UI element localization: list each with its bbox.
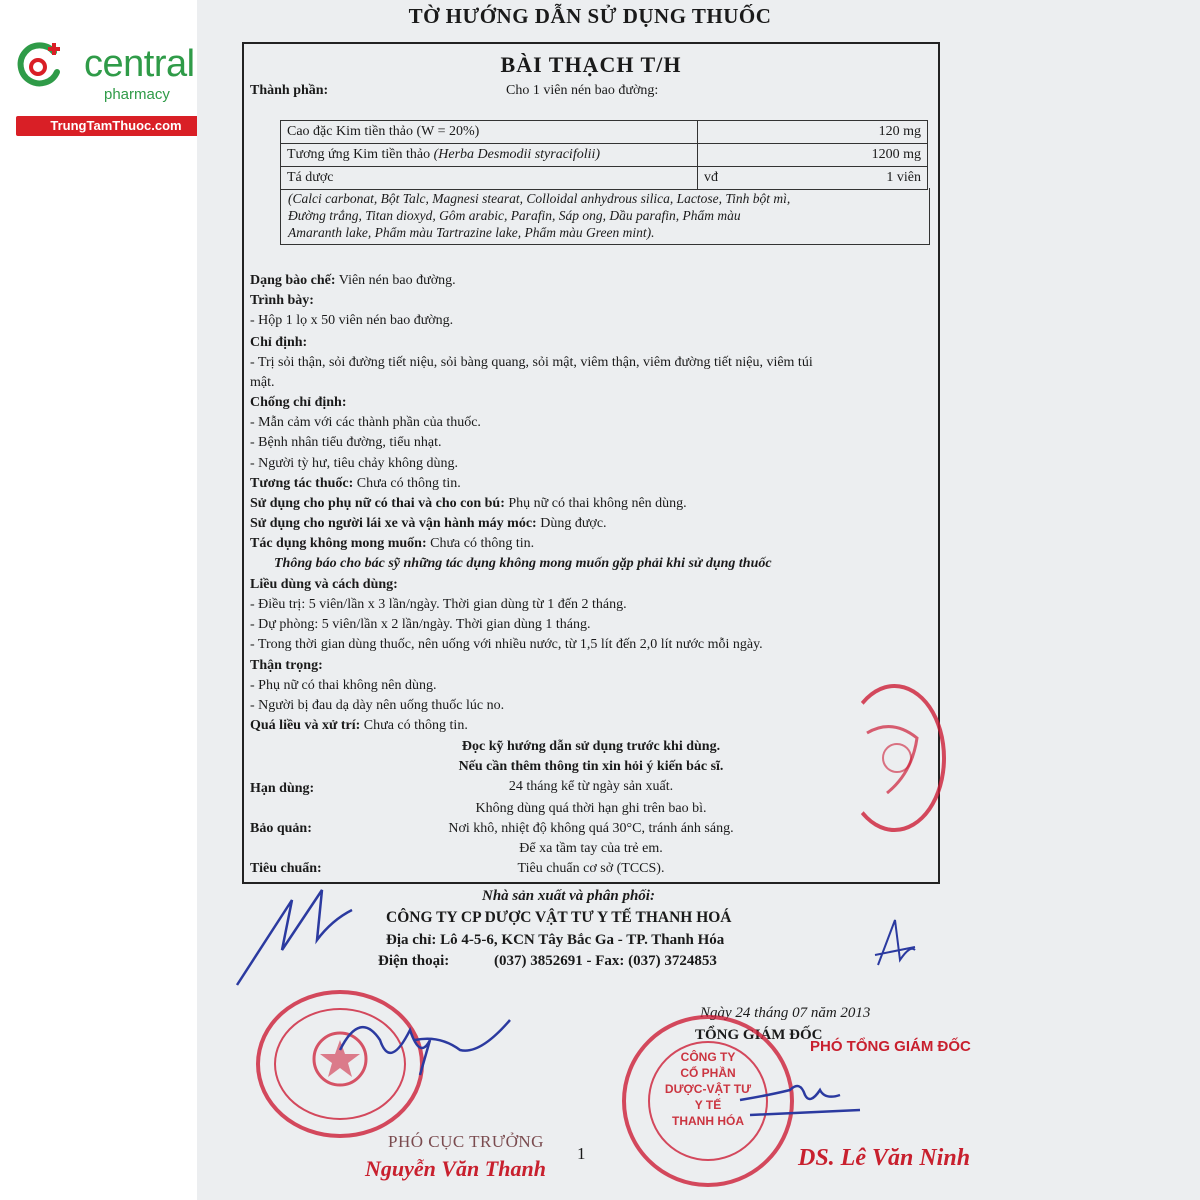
- manufacturer-heading: Nhà sản xuất và phân phối:: [482, 888, 655, 904]
- interactions: Tương tác thuốc: Chưa có thông tin.: [250, 476, 461, 491]
- signature-left-top: [232, 880, 362, 990]
- contraindication-item: - Mẫn cảm với các thành phần của thuốc.: [250, 415, 481, 430]
- dosage-item: - Điều trị: 5 viên/lần x 3 lần/ngày. Thời gian dùng từ 1 đến 2 tháng.: [250, 597, 627, 612]
- ingredient-amount: 120 mg: [740, 121, 928, 144]
- standard-text: Tiêu chuẩn cơ sở (TCCS).: [517, 861, 665, 876]
- deputy-ceo-title: PHÓ TỔNG GIÁM ĐỐC: [810, 1038, 971, 1055]
- left-signer-title: PHÓ CỤC TRƯỞNG: [388, 1132, 544, 1151]
- sign-date: Ngày 24 tháng 07 năm 2013: [700, 1005, 871, 1021]
- manufacturer-phone-label: Điện thoại:: [378, 953, 450, 969]
- signature-left-bottom: [320, 1000, 520, 1090]
- standard-label: Tiêu chuẩn:: [250, 861, 322, 876]
- seal-partial-stamp: [843, 684, 946, 832]
- table-row: [281, 167, 928, 190]
- presentation-text: - Hộp 1 lọ x 50 viên nén bao đường.: [250, 313, 454, 328]
- storage-label: Bảo quản:: [250, 821, 312, 836]
- indication-text: - Trị sỏi thận, sỏi đường tiết niệu, sỏi bàng quang, sỏi mật, viêm thận, viêm đường tiết niệu, viêm túi: [250, 355, 813, 370]
- company-stamp-text: CÔNG TY CỔ PHẦN DƯỢC-VẬT TƯ Y TẾ THANH HÓA: [664, 1050, 752, 1128]
- signature-right-bottom: [730, 1070, 870, 1120]
- indication-label: Chỉ định:: [250, 335, 308, 350]
- brand-logo[interactable]: [8, 36, 208, 136]
- ingredient-unit: vđ: [698, 167, 741, 190]
- drug-name: BÀI THẠCH T/H: [500, 52, 682, 77]
- ingredient-amount: 1200 mg: [740, 144, 928, 167]
- side-effects-notice: Thông báo cho bác sỹ những tác dụng không mong muốn gặp phải khi sử dụng thuốc: [274, 556, 772, 571]
- left-signer-name: Nguyễn Văn Thanh: [365, 1156, 546, 1181]
- ingredient-name: Tương ứng Kim tiền thảo (Herba Desmodii styracifolii): [281, 144, 698, 167]
- ingredient-unit: [698, 121, 741, 144]
- brand-name: central: [84, 43, 195, 85]
- warning-read: Đọc kỹ hướng dẫn sử dụng trước khi dùng.: [461, 739, 721, 754]
- precaution-item: - Phụ nữ có thai không nên dùng.: [250, 678, 437, 693]
- ingredient-unit: [698, 144, 741, 167]
- storage-text: Nơi khô, nhiệt độ không quá 30°C, tránh ánh sáng.: [448, 821, 734, 836]
- leaflet-frame: [242, 42, 940, 884]
- table-row: [281, 144, 928, 167]
- manufacturer-phone: (037) 3852691 - Fax: (037) 3724853: [494, 953, 717, 969]
- dosage-item: - Trong thời gian dùng thuốc, nên uống với nhiều nước, từ 1,5 lít đến 2,0 lít nước mỗi ngày.: [250, 637, 763, 652]
- manufacturer-name: CÔNG TY CP DƯỢC VẬT TƯ Y TẾ THANH HOÁ: [386, 909, 732, 926]
- indication-text-cont: mật.: [250, 375, 275, 390]
- excipients-list: (Calci carbonat, Bột Talc, Magnesi stearat, Colloidal anhydrous silica, Lactose, Tinh bột mì, Đường trắng, Titan dioxyd, Gôm arabic, Parafin, Sáp ong, Dầu parafin, Phẩm màu Amaranth lake, Phẩm màu Tartrazine lake, Phẩm màu Green mint).: [280, 188, 930, 245]
- side-effects: Tác dụng không mong muốn: Chưa có thông tin.: [250, 536, 535, 551]
- document-title: TỜ HƯỚNG DẪN SỬ DỤNG THUỐC: [408, 4, 772, 28]
- composition-intro: Cho 1 viên nén bao đường:: [506, 83, 659, 98]
- dosage-label: Liều dùng và cách dùng:: [250, 577, 398, 592]
- contraindication-label: Chống chỉ định:: [250, 395, 347, 410]
- driving: Sử dụng cho người lái xe và vận hành máy móc: Dùng được.: [250, 516, 607, 531]
- seal-emblem-icon: [857, 713, 927, 803]
- overdose: Quá liều và xử trí: Chưa có thông tin.: [250, 718, 468, 733]
- pregnancy: Sử dụng cho phụ nữ có thai và cho con bú: Phụ nữ có thai không nên dùng.: [250, 496, 687, 511]
- ingredient-name: Cao đặc Kim tiền thảo (W = 20%): [281, 121, 698, 144]
- presentation-label: Trình bày:: [250, 293, 314, 308]
- ceo-title: TỔNG GIÁM ĐỐC: [695, 1027, 823, 1043]
- composition-table: [280, 120, 928, 190]
- dosage-form: Dạng bào chế: Viên nén bao đường.: [250, 273, 456, 288]
- central-pharmacy-logo-icon: [14, 40, 64, 90]
- signature-right-top: [870, 915, 920, 975]
- contraindication-item: - Người tỳ hư, tiêu chảy không dùng.: [250, 456, 459, 471]
- precautions-label: Thận trọng:: [250, 658, 323, 673]
- dosage-item: - Dự phòng: 5 viên/lần x 2 lần/ngày. Thời gian dùng 1 tháng.: [250, 617, 591, 632]
- shelf-life-text: Không dùng quá thời hạn ghi trên bao bì.: [475, 801, 707, 816]
- contraindication-item: - Bệnh nhân tiểu đường, tiểu nhạt.: [250, 435, 442, 450]
- brand-sub: pharmacy: [104, 86, 170, 103]
- precaution-item: - Người bị đau dạ dày nên uống thuốc lúc no.: [250, 698, 505, 713]
- storage-text: Để xa tầm tay của trẻ em.: [519, 841, 663, 856]
- right-signer-name: DS. Lê Văn Ninh: [798, 1145, 971, 1171]
- shelf-life-label: Hạn dùng:: [250, 781, 315, 796]
- warning-ask: Nếu cần thêm thông tin xin hỏi ý kiến bác sĩ.: [458, 759, 724, 774]
- manufacturer-address: Địa chỉ: Lô 4-5-6, KCN Tây Bắc Ga - TP. Thanh Hóa: [386, 932, 725, 948]
- brand-url[interactable]: TrungTamThuoc.com: [16, 116, 216, 136]
- table-row: [281, 121, 928, 144]
- ingredient-amount: 1 viên: [740, 167, 928, 190]
- ingredient-name: Tá dược: [281, 167, 698, 190]
- composition-label: Thành phần:: [250, 83, 329, 98]
- page-number: 1: [577, 1144, 586, 1163]
- shelf-life-text: 24 tháng kể từ ngày sản xuất.: [508, 779, 674, 794]
